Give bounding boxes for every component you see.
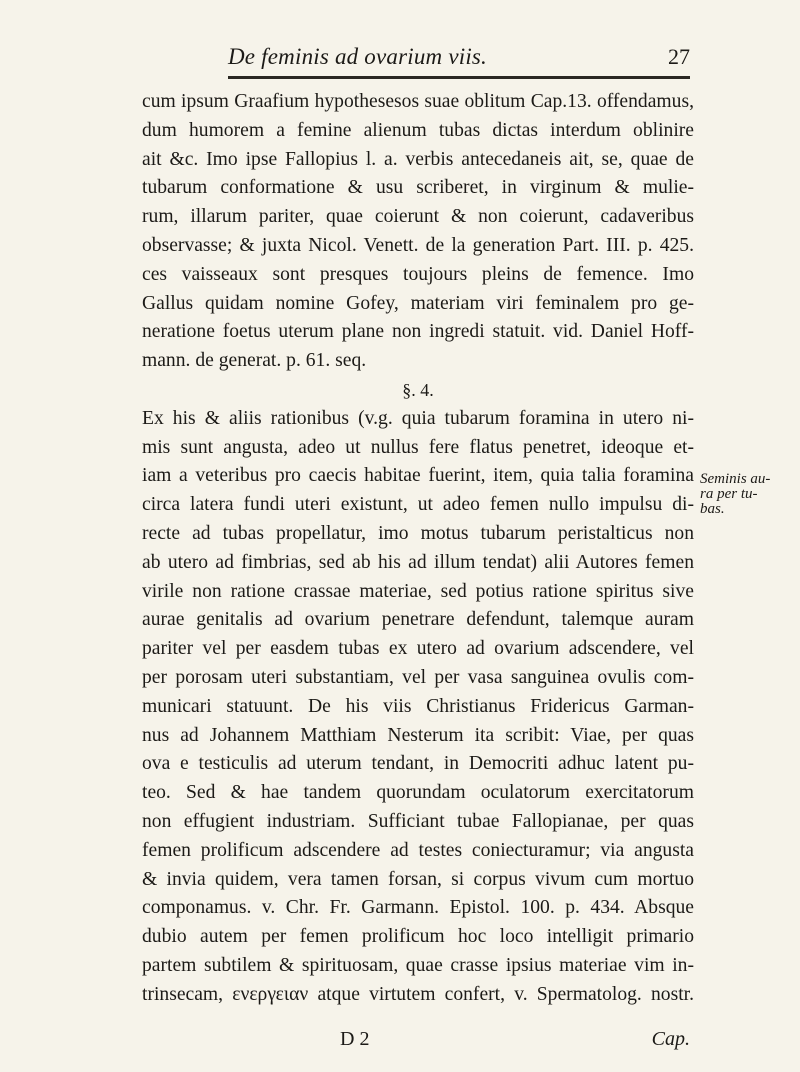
text-line: pariter vel per easdem tubas ex utero ad ovarium adscendere, vel — [142, 638, 694, 660]
text-line: observasse; & juxta Nicol. Venett. de la generation Part. III. p. 425. — [142, 234, 694, 256]
text-line: tubarum conformatione & usu scriberet, in virginum & mulie- — [142, 177, 694, 199]
text-line: femen prolificum adscendere ad testes coniecturamur; via angusta — [142, 839, 694, 861]
text-line: aurae genitalis ad ovarium penetrare defendunt, talemque auram — [142, 609, 694, 631]
text-line: Gallus quidam nomine Gofey, materiam viri feminalem pro ge- — [142, 292, 694, 314]
text-line: componamus. v. Chr. Fr. Garmann. Epistol. 100. p. 434. Absque — [142, 897, 694, 919]
text-line: neratione foetus uterum plane non ingredi statuit. vid. Daniel Hoff- — [142, 321, 694, 343]
text-line: mis sunt angusta, adeo ut nullus fere flatus penetret, ideoque et- — [142, 436, 694, 458]
text-line: ova e testiculis ad uterum tendant, in Democriti adhuc latent pu- — [142, 753, 694, 775]
margin-note — [700, 472, 796, 517]
catchword: Cap. — [651, 1028, 690, 1050]
text-line: dubio autem per femen prolificum hoc loco intelligit primario — [142, 926, 694, 948]
text-line: municari statuunt. De his viis Christianus Fridericus Garman- — [142, 695, 694, 717]
margin-note-line: bas. — [700, 501, 725, 517]
text-line: ait &c. Imo ipse Fallopius l. a. verbis antecedaneis ait, se, quae de — [142, 148, 694, 170]
text-line: trinsecam, ενεργειαν atque virtutem confert, v. Spermatolog. nostr. — [142, 983, 694, 1005]
header-rule — [228, 76, 690, 79]
text-line: non effugient industriam. Sufficiant tubae Fallopianae, per quas — [142, 810, 694, 832]
text-line: virile non ratione crassae materiae, sed potius ratione spiritus sive — [142, 580, 694, 602]
text-line: ab utero ad fimbrias, sed ab his ad illum tendat) alii Autores femen — [142, 551, 694, 573]
section-number: §. 4. — [402, 379, 434, 400]
text-line: iam a veteribus pro caecis habitae fuerint, item, quia talia foramina — [142, 465, 694, 487]
text-line: dum humorem a femine alienum tubas dictas interdum oblinire — [142, 119, 694, 141]
margin-note-line: ra per tu- — [700, 486, 758, 502]
running-title: De feminis ad ovarium viis. — [228, 44, 488, 69]
text-line: mann. de generat. p. 61. seq. — [142, 350, 367, 372]
signature-mark: D 2 — [340, 1028, 370, 1050]
page-footer — [142, 1028, 694, 1056]
text-line: recte ad tubas propellatur, imo motus tubarum peristalticus non — [142, 522, 694, 544]
text-line: cum ipsum Graafium hypothesesos suae oblitum Cap.13. offendamus, — [142, 91, 694, 112]
margin-note-line: Seminis au- — [700, 471, 771, 487]
text-line: partem subtilem & spirituosam, quae crasse ipsius materiae vim in- — [142, 954, 694, 976]
page-header — [228, 44, 690, 78]
text-line: per porosam uteri substantiam, vel per vasa sanguinea ovulis com- — [142, 666, 694, 688]
text-line: rum, illarum pariter, quae coierunt & non coierunt, cadaveribus — [142, 206, 694, 228]
text-line: ces vaisseaux sont presques toujours pleins de femence. Imo — [142, 263, 694, 285]
body-text — [142, 88, 694, 1010]
text-line: teo. Sed & hae tandem quorundam oculatorum exercitatorum — [142, 782, 694, 804]
text-line: nus ad Johannem Matthiam Nesterum ita scribit: Viae, per quas — [142, 724, 694, 746]
text-line: Ex his & aliis rationibus (v.g. quia tubarum foramina in utero ni- — [142, 407, 694, 429]
text-line: & invia quidem, vera tamen forsan, si corpus vivum cum mortuo — [142, 868, 694, 890]
text-line: circa latera fundi uteri existunt, ut adeo femen nullo impulsu di- — [142, 494, 694, 516]
page-number: 27 — [668, 44, 690, 69]
